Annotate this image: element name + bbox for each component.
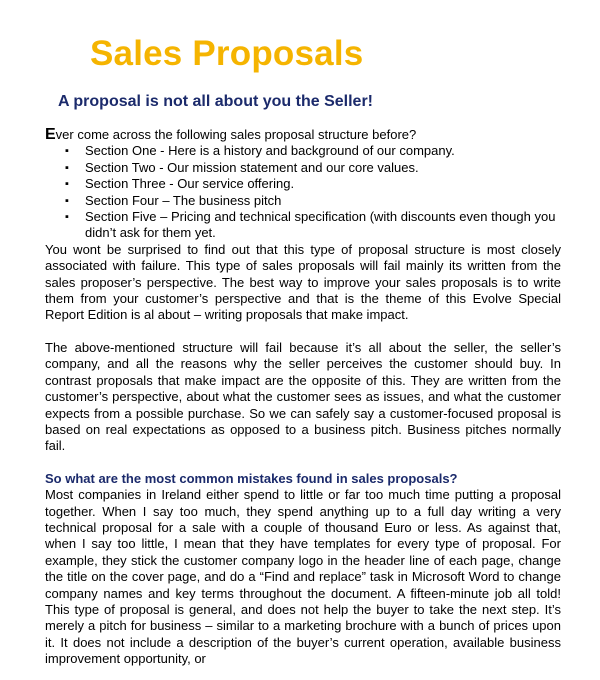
paragraph-seller-focus: The above-mentioned structure will fail because it’s all about the seller, the seller’s company, and all the reasons why the seller perceives the customer should buy. In contrast proposals that make impact are the opposite of this. They are written from the customer’s perspective, about what the customer sees as issues, and what the customer expects from a possible purchase. So we can safely say a customer-focused proposal is based on real expectations as opposed to a business pitch. Business pitches normally fail. — [45, 339, 561, 454]
intro-text: ver come across the following sales proposal structure before? — [55, 127, 417, 142]
section-heading: So what are the most common mistakes found in sales proposals? — [45, 470, 458, 486]
section-list-item: ▪ Section Four – The business pitch — [85, 193, 561, 209]
intro-dropcap: E — [45, 126, 56, 143]
paragraph-failure: You wont be surprised to find out that this type of proposal structure is most closely associated with failure. This type of sales proposals will fail mainly its written from the sales proposer’s perspective. The best way to improve your sales proposals is to write them from your customer’s perspective and that is the theme of this Evolve Special Report Edition is al about – writing proposals that make impact. — [45, 241, 561, 323]
document-subtitle: A proposal is not all about you the Seller! — [58, 93, 373, 110]
paragraph-spacer — [45, 455, 561, 471]
section-list-item: ▪ Section Two - Our mission statement and our core values. — [85, 160, 561, 176]
document-title: Sales Proposals — [90, 34, 364, 73]
section-list-item: ▪ Section One - Here is a history and background of our company. — [85, 143, 561, 159]
intro-line — [45, 127, 561, 143]
paragraph-spacer — [45, 324, 561, 340]
section-list-item: ▪ Section Five – Pricing and technical specification (with discounts even though you didn’t ask for them yet. — [85, 209, 561, 242]
paragraph-mistakes: Most companies in Ireland either spend to little or far too much time putting a proposal together. When I say too much, they spend anything up to a full day writing a very technical proposal for a sale with a couple of thousand Euro or less. As against that, when I say too little, I mean that they have templates for every type of proposal. For example, they stick the customer company logo in the header line of each page, change the title on the cover page, and do a “Find and replace” task in Microsoft Word to change company names and key terms throughout the document. A fifteen-minute job all told! This type of proposal is general, and does not help the buyer to take the next step. It’s merely a pitch for business – similar to a marketing brochure with a bunch of prices upon it. It does not include a description of the buyer’s current operation, available business improvement opportunity, or — [45, 487, 561, 667]
section-list-item: ▪ Section Three - Our service offering. — [85, 176, 561, 192]
document-body — [45, 127, 561, 668]
section-list — [45, 143, 561, 241]
